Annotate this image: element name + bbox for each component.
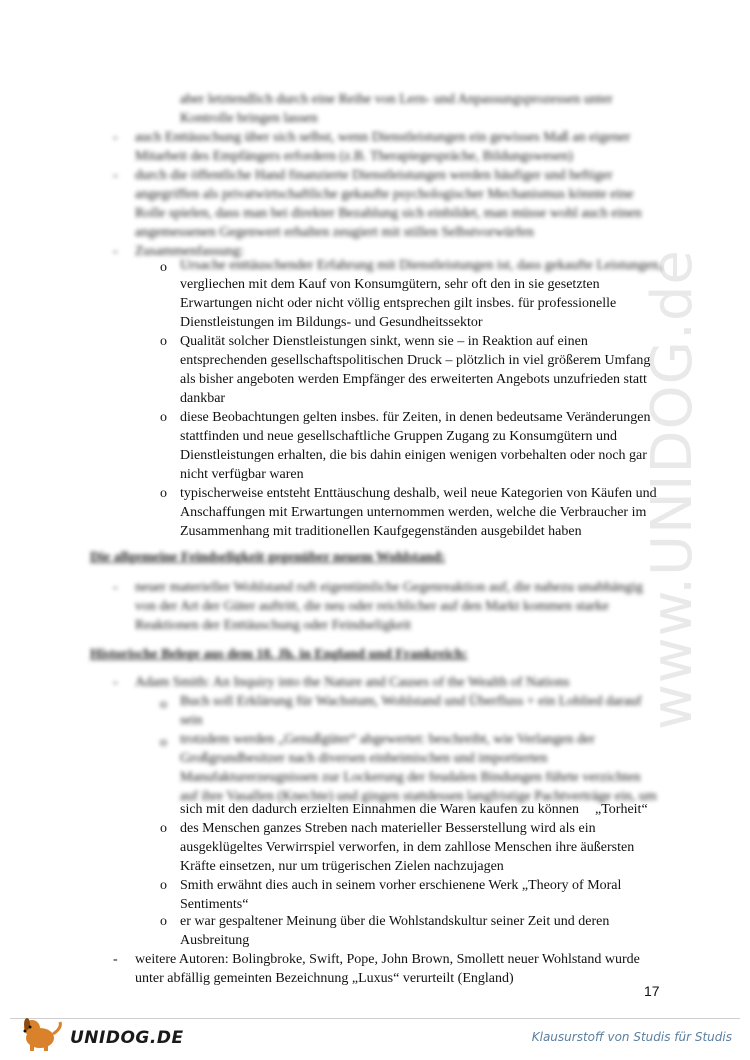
summary-line: Qualität solcher Dienstleistungen sinkt, wenn sie – in Reaktion auf einen: [180, 334, 588, 349]
blurred-line: neuer materieller Wohlstand ruft eigentümliche Gegenreaktion auf, die nahezu unabhängig: [135, 580, 643, 595]
blurred-line: Buch soll Erklärung für Wachstum, Wohlstand und Überfluss + ein Loblied darauf: [180, 694, 642, 709]
body-line: Smith erwähnt dies auch in seinem vorher erschienene Werk „Theory of Moral: [180, 878, 622, 893]
blurred-line: von der Art der Güter auftritt, die neu oder reichlicher auf den Markt kommen starke: [135, 599, 609, 614]
blurred-line: Adam Smith: An Inquiry into the Nature and Causes of the Wealth of Nations: [135, 675, 570, 690]
blurred-line: trotzdem werden „Genußgüter“ abgewertet: beschreibt, wie Verlangen der: [180, 732, 595, 747]
blurred-line: angemessenen Gegenwert erhalten zeugiert mit stillen Selbstvorwürfen: [135, 225, 534, 240]
section-heading: Historische Belege aus dem 18. Jh. in England und Frankreich:: [90, 647, 468, 662]
circle-bullet: o: [160, 821, 167, 836]
dog-icon: [18, 1012, 68, 1052]
summary-line: Dienstleistungen erhalten, die bis dahin einigen wenigen vorbehalten oder noch gar: [180, 448, 647, 463]
summary-line: vergliechen mit dem Kauf von Konsumgütern, sehr oft den in sie gesetzten: [180, 277, 600, 292]
unidog-logo[interactable]: [18, 1012, 188, 1052]
circle-bullet: o: [160, 410, 167, 425]
body-quote: „Torheit“: [595, 802, 648, 817]
blurred-line: Zusammenfassung:: [135, 244, 244, 259]
summary-line: Zusammenhang mit traditionellen Kaufgegenständen ausgebildet haben: [180, 524, 582, 539]
circle-bullet: o: [160, 697, 167, 712]
circle-bullet: o: [160, 260, 167, 275]
page-number: 17: [644, 983, 660, 999]
body-line: Ausbreitung: [180, 933, 250, 948]
dash-bullet: -: [113, 952, 118, 967]
blurred-line: Manufakturerzeugnissen zur Lockerung der feudalen Bindungen führte verzichten: [180, 770, 641, 785]
body-line: sich mit den dadurch erzielten Einnahmen die Waren kaufen zu können: [180, 802, 580, 817]
circle-bullet: o: [160, 878, 167, 893]
circle-bullet: o: [160, 914, 167, 929]
summary-line: stattfinden und neue gesellschaftliche Gruppen Zugang zu Konsumgütern und: [180, 429, 617, 444]
logo-text: UNIDOG.DE: [70, 1028, 184, 1048]
circle-bullet: o: [160, 334, 167, 349]
footer-tagline: Klausurstoff von Studis für Studis: [531, 1030, 732, 1044]
summary-line: dankbar: [180, 391, 226, 406]
body-line: des Menschen ganzes Streben nach materieller Besserstellung wird als ein: [180, 821, 596, 836]
blurred-line: sein: [180, 713, 203, 728]
blurred-line: auf ihre Vasallen (Knechte) und gingen stattdessen langfristige Pachtverträge ein, um: [180, 789, 657, 804]
circle-bullet: o: [160, 486, 167, 501]
summary-line: Erwartungen nicht oder nicht völlig entsprechen gilt insbes. für professionelle: [180, 296, 617, 311]
body-line: weitere Autoren: Bolingbroke, Swift, Pope, John Brown, Smollett neuer Wohlstand wurde: [135, 952, 640, 967]
blurred-line: Reaktionen der Enttäuschung oder Feindseligkeit: [135, 618, 412, 633]
summary-line: Dienstleistungen im Bildungs- und Gesundheitssektor: [180, 315, 483, 330]
blurred-line: aber letztendlich durch eine Reihe von Lern- und Anpassungsprozessen unter: [180, 92, 613, 107]
blurred-line: Kontrolle bringen lassen: [180, 111, 318, 126]
summary-line: typischerweise entsteht Enttäuschung deshalb, weil neue Kategorien von Käufen und: [180, 486, 657, 501]
summary-line: nicht verfügbar waren: [180, 467, 304, 482]
summary-line: als bisher angeboten werden Empfänger des erweiterten Angebots unzufrieden statt: [180, 372, 647, 387]
blurred-line: Großgrundbesitzer nach diversen einheimischen und importierten: [180, 751, 548, 766]
section-heading: Die allgemeine Feindseligkeit gegenüber neuem Wohlstand:: [90, 550, 446, 565]
blurred-line: angegriffen als privatwirtschaftliche gekaufte psychologischer Mechanismus könnte eine: [135, 187, 634, 202]
blurred-line: durch die öffentliche Hand finanzierte Dienstleistungen werden häufiger und heftiger: [135, 168, 613, 183]
summary-line: Anschaffungen mit Erwartungen unternommen werden, welche die Verbraucher im: [180, 505, 647, 520]
blurred-line: Rolle spielen, dass man bei direkter Bezahlung sich einbildet, man müsse wohl auch einen: [135, 206, 642, 221]
body-line: unter abfällig gemeinten Bezeichnung „Luxus“ verurteilt (England): [135, 971, 514, 986]
blurred-line: Ursache enttäuschender Erfahrung mit Dienstleistungen ist, dass gekaufte Leistungen,: [180, 258, 663, 273]
summary-line: entsprechenden gesellschaftspolitischen Druck – plötzlich in viel größerem Umfang: [180, 353, 651, 368]
dash-bullet: -: [113, 130, 118, 145]
dash-bullet: -: [113, 244, 118, 259]
body-line: er war gespaltener Meinung über die Wohlstandskultur seiner Zeit und deren: [180, 914, 610, 929]
blurred-line: Mitarbeit des Empfängers erfordern (z.B. Therapiegespräche, Bildungswesen): [135, 149, 573, 164]
dash-bullet: -: [113, 168, 118, 183]
watermark: www.UNIDOG.de: [640, 249, 705, 730]
summary-line: diese Beobachtungen gelten insbes. für Zeiten, in denen bedeutsame Veränderungen: [180, 410, 651, 425]
body-line: Sentiments“: [180, 897, 249, 912]
dash-bullet: -: [113, 580, 118, 595]
dash-bullet: -: [113, 675, 118, 690]
body-line: Kräfte einsetzen, nur um trügerischen Zielen nachzujagen: [180, 859, 504, 874]
body-line: ausgeklügeltes Verwirrspiel verworfen, in dem zahllose Menschen ihre äußersten: [180, 840, 635, 855]
blurred-line: auch Enttäuschung über sich selbst, wenn Dienstleistungen ein gewisses Maß an eigener: [135, 130, 631, 145]
circle-bullet: o: [160, 735, 167, 750]
